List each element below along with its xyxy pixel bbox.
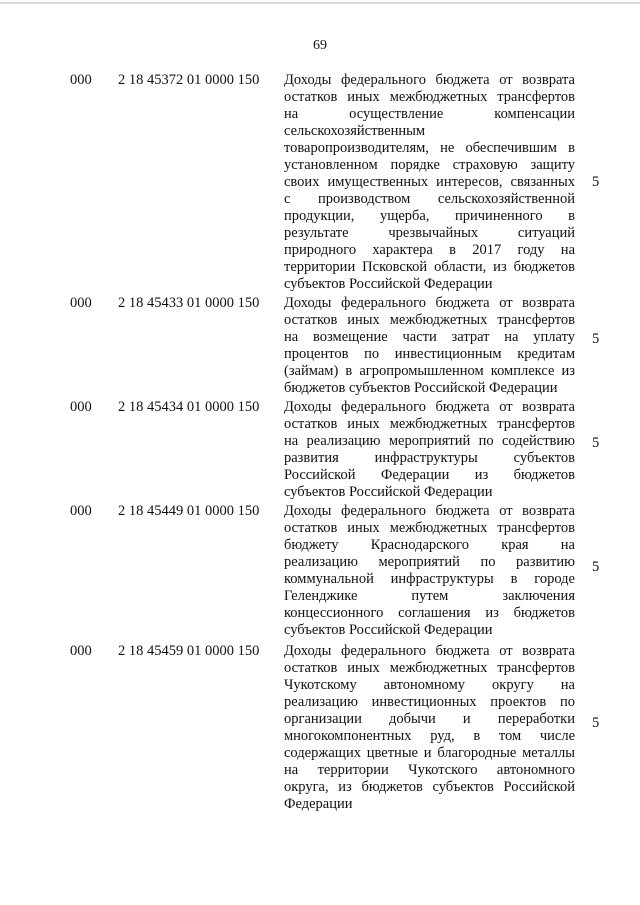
- income-description: [284, 399, 575, 501]
- description-line: Доходы федерального бюджета от возврата: [284, 399, 575, 415]
- description-line: остатков иных межбюджетных трансфертов: [284, 312, 575, 328]
- description-line: реализацию инвестиционных проектов по: [284, 694, 575, 710]
- description-line: территории Псковской области, из бюджетов: [284, 259, 575, 275]
- income-description: [284, 72, 575, 293]
- amount-value: 5: [592, 174, 600, 190]
- description-line: Геленджике путем заключения: [284, 588, 575, 604]
- budget-code-table: [0, 72, 640, 815]
- description-line: установленном порядке страховую защиту: [284, 157, 575, 173]
- description-line: содержащих цветные и благородные металлы: [284, 745, 575, 761]
- administrator-code: 000: [70, 399, 92, 415]
- budget-classification-code: 2 18 45372 01 0000 150: [118, 72, 260, 88]
- description-line: концессионного соглашения из бюджетов: [284, 605, 575, 621]
- description-line: Российской Федерации из бюджетов: [284, 467, 575, 483]
- description-line: Доходы федерального бюджета от возврата: [284, 643, 575, 659]
- description-line: субъектов Российской Федерации: [284, 276, 493, 292]
- administrator-code: 000: [70, 295, 92, 311]
- budget-classification-code: 2 18 45433 01 0000 150: [118, 295, 260, 311]
- income-description: [284, 643, 575, 813]
- description-line: многокомпонентных руд, в том числе: [284, 728, 575, 744]
- table-row: [0, 643, 640, 813]
- description-line: Доходы федерального бюджета от возврата: [284, 72, 575, 88]
- description-line: субъектов Российской Федерации: [284, 484, 493, 500]
- description-line: (займам) в агропромышленном комплексе из: [284, 363, 575, 379]
- description-line: продукции, ущерба, причиненного в: [284, 208, 575, 224]
- description-line: остатков иных межбюджетных трансфертов: [284, 416, 575, 432]
- table-row: [0, 295, 640, 397]
- administrator-code: 000: [70, 72, 92, 88]
- description-line: товаропроизводителям, не обеспечившим в: [284, 140, 575, 156]
- description-line: бюджету Краснодарского края на: [284, 537, 575, 553]
- income-description: [284, 295, 575, 397]
- table-row: [0, 503, 640, 639]
- description-line: Чукотскому автономному округу на: [284, 677, 575, 693]
- scan-top-edge: [0, 2, 640, 4]
- description-line: природного характера в 2017 году на: [284, 242, 575, 258]
- description-line: остатков иных межбюджетных трансфертов: [284, 520, 575, 536]
- administrator-code: 000: [70, 643, 92, 659]
- income-description: [284, 503, 575, 639]
- budget-classification-code: 2 18 45449 01 0000 150: [118, 503, 260, 519]
- description-line: своих имущественных интересов, связанных: [284, 174, 575, 190]
- budget-classification-code: 2 18 45434 01 0000 150: [118, 399, 260, 415]
- description-line: Доходы федерального бюджета от возврата: [284, 503, 575, 519]
- amount-value: 5: [592, 715, 600, 731]
- description-line: сельскохозяйственным: [284, 123, 426, 139]
- amount-value: 5: [592, 559, 600, 575]
- administrator-code: 000: [70, 503, 92, 519]
- table-row: [0, 399, 640, 501]
- description-line: субъектов Российской Федерации: [284, 622, 493, 638]
- description-line: результате чрезвычайных ситуаций: [284, 225, 575, 241]
- description-line: бюджетов субъектов Российской Федерации: [284, 380, 558, 396]
- description-line: на реализацию мероприятий по содействию: [284, 433, 575, 449]
- description-line: организации добычи и переработки: [284, 711, 575, 727]
- description-line: развития инфраструктуры субъектов: [284, 450, 575, 466]
- amount-value: 5: [592, 331, 600, 347]
- table-row: [0, 72, 640, 293]
- description-line: на возмещение части затрат на уплату: [284, 329, 575, 345]
- description-line: округа, из бюджетов субъектов Российской: [284, 779, 575, 795]
- description-line: на территории Чукотского автономного: [284, 762, 575, 778]
- description-line: остатков иных межбюджетных трансфертов: [284, 660, 575, 676]
- description-line: процентов по инвестиционным кредитам: [284, 346, 575, 362]
- description-line: реализацию мероприятий по развитию: [284, 554, 575, 570]
- amount-value: 5: [592, 435, 600, 451]
- page-number: 69: [313, 38, 327, 53]
- description-line: Федерации: [284, 796, 353, 812]
- description-line: с производством сельскохозяйственной: [284, 191, 575, 207]
- description-line: на осуществление компенсации: [284, 106, 575, 122]
- description-line: Доходы федерального бюджета от возврата: [284, 295, 575, 311]
- description-line: остатков иных межбюджетных трансфертов: [284, 89, 575, 105]
- description-line: коммунальной инфраструктуры в городе: [284, 571, 575, 587]
- budget-classification-code: 2 18 45459 01 0000 150: [118, 643, 260, 659]
